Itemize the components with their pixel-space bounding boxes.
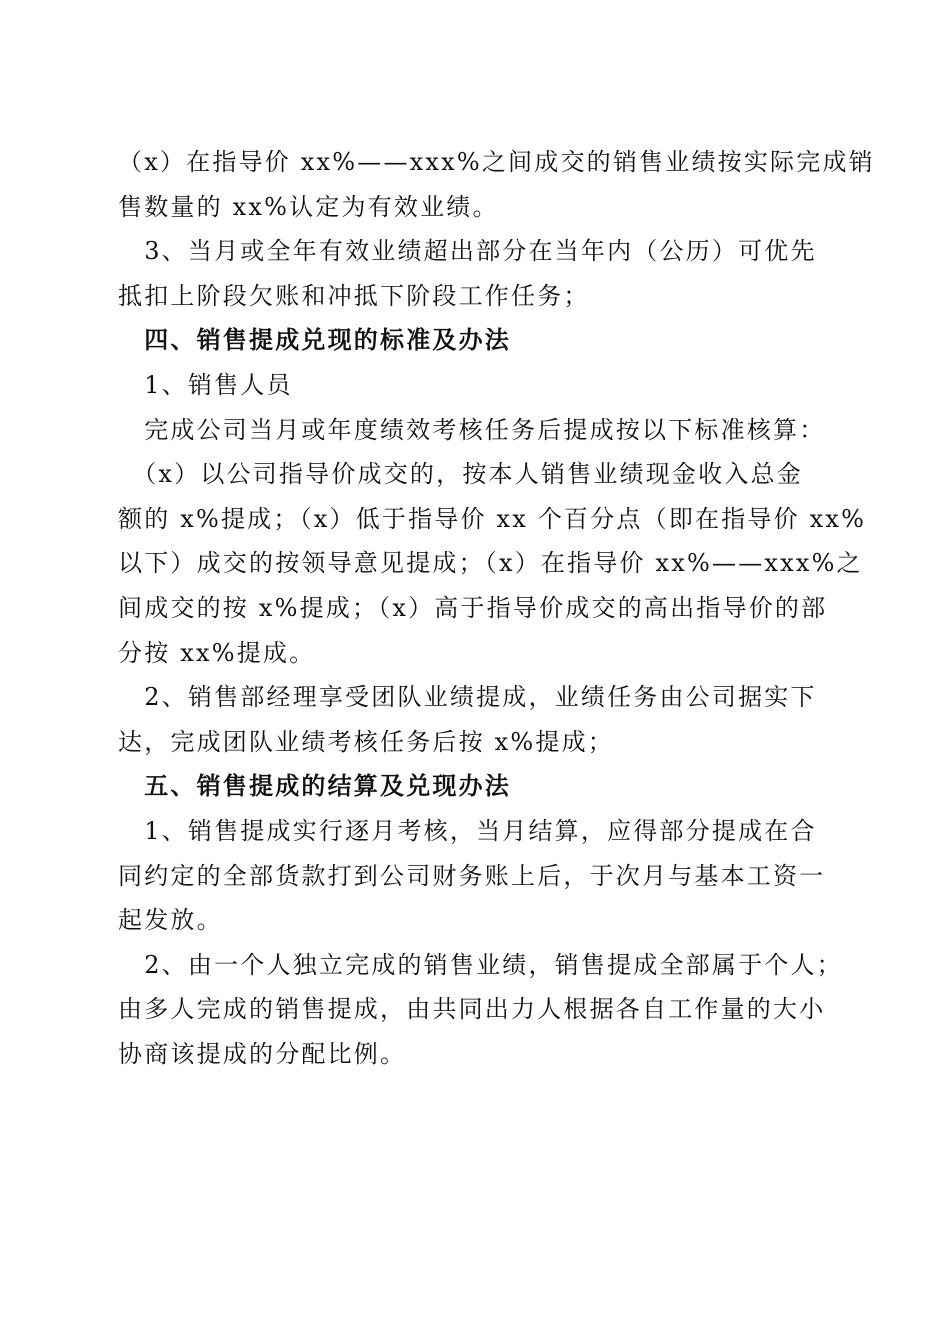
text-line: （x）在指导价 xx%——xxx%之间成交的销售业绩按实际完成销 [118,148,875,176]
section-heading-4 [118,318,828,363]
text-line: 售数量的 xx%认定为有效业绩。 [118,192,499,221]
text-line: 额的 x%提成；（x）低于指导价 xx 个百分点（即在指导价 xx% [118,504,867,533]
text-line: 协商该提成的分配比例。 [118,1039,407,1068]
text-line: 间成交的按 x%提成；（x）高于指导价成交的高出指导价的部 [118,593,828,622]
text-line: （x）以公司指导价成交的，按本人销售业绩现金收入总金 [118,460,803,489]
text-line: 完成公司当月或年度绩效考核任务后提成按以下标准核算： [118,415,826,444]
text-line: 由多人完成的销售提成，由共同出力人根据各自工作量的大小 [118,995,826,1024]
paragraph-commission-split [118,943,843,1077]
text-line: 同约定的全部货款打到公司财务账上后，于次月与基本工资一 [118,861,826,890]
paragraph-sales-staff [118,363,828,408]
text-line: 抵扣上阶段欠账和冲抵下阶段工作任务； [118,281,590,310]
document-body [118,140,875,1076]
paragraph-monthly-settlement [118,809,828,943]
paragraph-manager-commission [118,675,828,764]
text-line: 2、销售部经理享受团队业绩提成，业绩任务由公司据实下 [118,683,817,712]
text-line: 达，完成团队业绩考核任务后按 x%提成； [118,727,614,756]
paragraph-commission-rates [118,452,867,675]
text-line: 1、销售人员 [118,370,293,399]
heading-text: 五、销售提成的结算及兑现办法 [118,772,511,801]
text-line: 1、销售提成实行逐月考核，当月结算，应得部分提成在合 [118,816,817,845]
text-line: 3、当月或全年有效业绩超出部分在当年内（公历）可优先 [118,237,817,266]
text-line: 起发放。 [118,906,223,935]
text-line: 2、由一个人独立完成的销售业绩，销售提成全部属于个人； [118,950,843,979]
text-line: 以下）成交的按领导意见提成；（x）在指导价 xx%——xxx%之 [118,549,863,578]
paragraph-item-3 [118,229,828,318]
paragraph-tier-condition [118,140,875,229]
heading-text: 四、销售提成兑现的标准及办法 [118,326,511,355]
section-heading-5 [118,764,828,809]
text-line: 分按 xx%提成。 [118,638,316,667]
paragraph-calculation-intro [118,408,828,453]
